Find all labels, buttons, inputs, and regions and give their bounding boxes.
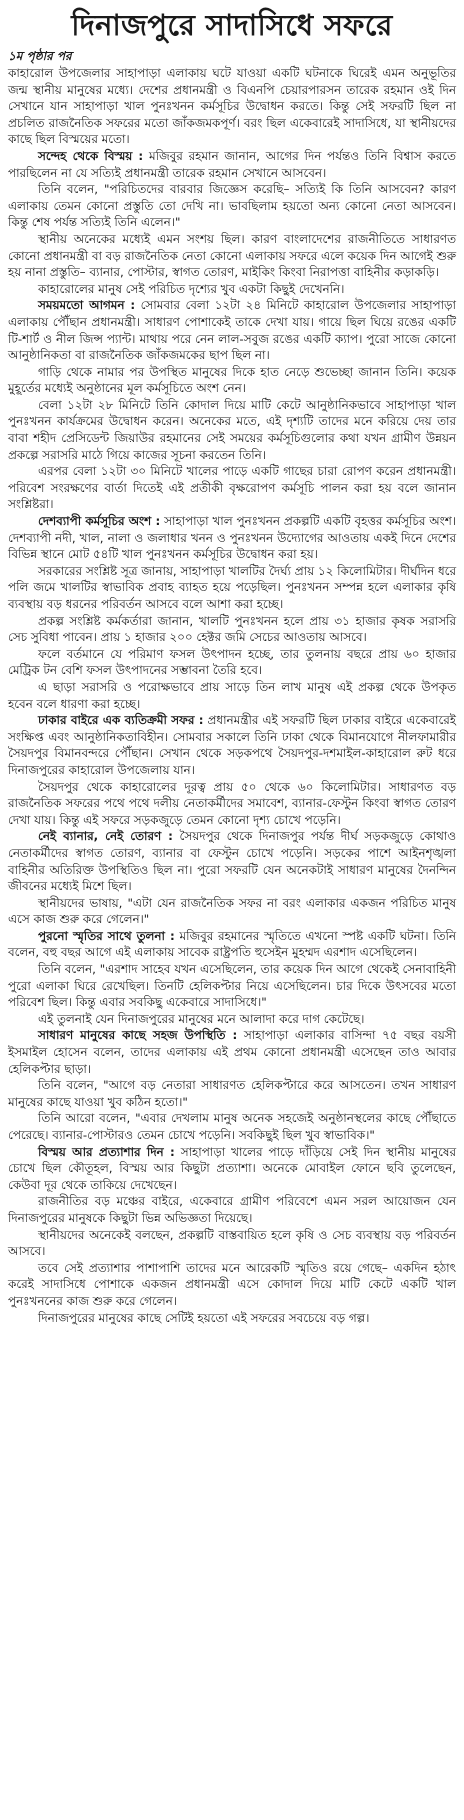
article-paragraph: [8, 513, 456, 563]
article-paragraph: [8, 1110, 456, 1143]
section-subhead: সাধারণ মানুষের কাছে সহজ উপস্থিতি :: [38, 1028, 238, 1043]
article-paragraph: [8, 895, 456, 928]
article-paragraph: [8, 1011, 456, 1028]
article-paragraph: [8, 1227, 456, 1260]
article-paragraph: [8, 961, 456, 1011]
paragraph-text: সাহাপাড়া খাল পুনঃখনন প্রকল্পটি একটি বৃহত্তর কর্মসূচির অংশ। দেশব্যাপী নদী, খাল, নালা ও জলাধার খনন ও পুনঃখনন উদ্যোগের আওতায় একই দিনে দেশের বিভিন্ন স্থানে মোট ৫৪টি খাল পুনঃখনন কর্মসূচির উদ্বোধন করা হয়।: [8, 514, 456, 562]
section-subhead: পুরনো স্মৃতির সাথে তুলনা :: [38, 928, 175, 943]
paragraph-text: বেলা ১২টা ২৮ মিনিটে তিনি কোদাল দিয়ে মাটি কেটে আনুষ্ঠানিকভাবে সাহাপাড়া খাল পুনঃখনন কার্যক্রমের উদ্বোধন করেন। অনেকের মতে, এই দৃশ্যটি তাদের মনে করিয়ে দেয় তার বাবা শহীদ প্রেসিডেন্ট জিয়াউর রহমানের সেই সময়ের কর্মসূচিগুলোর কথা যখন গ্রামীণ উন্নয়ন প্রকল্পে সরাসরি মাঠে গিয়ে কাজের সূচনা করতেন তিনি।: [8, 397, 456, 462]
paragraph-text: প্রধানমন্ত্রীর এই সফরটি ছিল ঢাকার বাইরে একেবারেই সংক্ষিপ্ত এবং আনুষ্ঠানিকতাবিহীন। সোমবার সকালে তিনি ঢাকা থেকে বিমানযোগে নীলফামারীর সৈয়দপুর বিমানবন্দরে পৌঁছান। সেখান থেকে সড়কপথে সৈয়দপুর-দশমাইল-কাহারোল রুট ধরে দিনাজপুরের কাহারোল উপজেলায় যান।: [8, 713, 456, 777]
section-subhead: ঢাকার বাইরে এক ব্যতিক্রমী সফর :: [38, 713, 204, 728]
article-paragraph: [8, 281, 456, 298]
article-paragraph: [8, 712, 456, 778]
paragraph-text: কাহারোল উপজেলার সাহাপাড়া এলাকায় ঘটে যাওয়া একটি ঘটনাকে ঘিরেই এমন অনুভূতির জন্ম স্থানীয় মানুষের মধ্যে। দেশের প্রধানমন্ত্রী ও বিএনপি চেয়ারপারসন তারেক রহমান ওই দিন সেখানে যান সাহাপাড়া খাল পুনঃখনন কর্মসূচির উদ্বোধন করতে। কিন্তু সেই সফরটি ছিল না প্রচলিত রাজনৈতিক সফরের মতো জাঁকজমকপূর্ণ। বরং ছিল একেবারেই সাদাসিধে, যা স্থানীয়দের কাছে ছিল বিস্ময়ের মতো।: [8, 66, 456, 147]
article-paragraph: [8, 148, 456, 181]
section-subhead: সময়মতো আগমন :: [38, 298, 136, 313]
article-paragraph: [8, 779, 456, 829]
article-paragraph: [8, 613, 456, 646]
paragraph-text: সোমবার বেলা ১২টা ২৪ মিনিটে কাহারোল উপজেলার সাহাপাড়া এলাকায় পৌঁছান প্রধানমন্ত্রী। সাধারণ পোশাকেই তাকে দেখা যায়। গায়ে ছিল ঘিয়ে রঙের একটি টি-শার্ট ও নীল জিন্স প্যান্ট। মাথায় পরে নেন লাল-সবুজ রঙের একটি ক্যাপ। পুরো সাজে কোনো আনুষ্ঠানিকতা বা রাজনৈতিক জাঁকজমকের ছাপ ছিল না।: [8, 298, 456, 363]
article-paragraph: [8, 1027, 456, 1077]
paragraph-text: গাড়ি থেকে নামার পর উপস্থিত মানুষের দিকে হাত নেড়ে শুভেচ্ছা জানান তিনি। কয়েক মুহূর্তের মধ্যেই অনুষ্ঠানের মূল কর্মসূচিতে অংশ নেন।: [8, 364, 456, 396]
continued-from-label: ১ম পৃষ্ঠার পর: [8, 49, 72, 63]
paragraph-text: সৈয়দপুর থেকে কাহারোলের দূরত্ব প্রায় ৫০ থেকে ৬০ কিলোমিটার। সাধারণত বড় রাজনৈতিক সফরের পথে পথে দলীয় নেতাকর্মীদের সমাবেশ, ব্যানার-ফেস্টুন কিংবা স্বাগত তোরণ দেখা যায়। কিন্তু এই সফরে সড়কজুড়ে তেমন কোনো দৃশ্য চোখে পড়েনি।: [8, 779, 456, 827]
article-paragraph: [8, 828, 456, 894]
paragraph-text: সাহাপাড়া এলাকার বাসিন্দা ৭৫ বছর বয়সী ইসমাইল হোসেন বলেন, তাদের এলাকায় এই প্রথম কোনো প্রধানমন্ত্রী এসেছেন তাও আবার হেলিকপ্টার ছাড়া।: [8, 1028, 456, 1076]
article-paragraph: [8, 397, 456, 463]
article-paragraph: [8, 297, 456, 363]
paragraph-text: সৈয়দপুর থেকে দিনাজপুর পর্যন্ত দীর্ঘ সড়কজুড়ে কোথাও নেতাকর্মীদের স্বাগত তোরণ, ব্যানার বা ফেস্টুন চোখে পড়েনি। সড়কের পাশে আইনশৃঙ্খলা বাহিনীর অতিরিক্ত উপস্থিতিও ছিল না। পুরো সফরটি যেন অনেকটাই সাধারণ মানুষের দৈনন্দিন জীবনের মধ্যেই মিশে ছিল।: [8, 829, 456, 894]
article-paragraph: [8, 65, 456, 148]
paragraph-text: এরপর বেলা ১২টা ৩০ মিনিটে খালের পাড়ে একটি গাছের চারা রোপণ করেন প্রধানমন্ত্রী। পরিবেশ সংরক্ষণের বার্তা দিতেই এই প্রতীকী বৃক্ষরোপণ কর্মসূচি পালন করা হয় বলে জানান সংশ্লিষ্টরা।: [8, 464, 456, 512]
article-paragraph: [8, 1193, 456, 1226]
paragraph-text: স্থানীয়দের অনেকেই বলছেন, প্রকল্পটি বাস্তবায়িত হলে কৃষি ও সেচ ব্যবস্থায় বড় পরিবর্তন আসবে।: [8, 1227, 456, 1259]
paragraph-text: মজিবুর রহমান জানান, আগের দিন পর্যন্তও তিনি বিশ্বাস করতে পারছিলেন না যে সত্যিই প্রধানমন্ত্রী তারেক রহমান সেখানে আসবেন।: [8, 148, 456, 180]
article-paragraph: [8, 181, 456, 231]
paragraph-text: তিনি বলেন, "আগে বড় নেতারা সাধারণত হেলিকপ্টারে করে আসতেন। তখন সাধারণ মানুষের কাছে যাওয়া খুব কঠিন হতো।": [8, 1078, 456, 1109]
article-paragraph: [8, 1077, 456, 1110]
paragraph-text: এ ছাড়া সরাসরি ও পরোক্ষভাবে প্রায় সাড়ে তিন লাখ মানুষ এই প্রকল্প থেকে উপকৃত হবেন বলে ধারণা করা হচ্ছে।: [8, 679, 456, 711]
section-subhead: দেশব্যাপী কর্মসূচির অংশ :: [38, 514, 161, 529]
section-subhead: নেই ব্যানার, নেই তোরণ :: [38, 829, 173, 844]
article-paragraph: [8, 364, 456, 397]
paragraph-text: দিনাজপুরের মানুষের কাছে সেটিই হয়তো এই সফরের সবচেয়ে বড় গল্প।: [38, 1310, 370, 1325]
paragraph-text: কাহারোলের মানুষ সেই পরিচিত দৃশ্যের খুব একটা কিছুই দেখেননি।: [38, 281, 345, 296]
article-paragraph: [8, 646, 456, 679]
headline: দিনাজপুরে সাদাসিধে সফরে: [71, 8, 393, 42]
article-paragraph: [8, 1260, 456, 1310]
paragraph-text: স্থানীয়দের ভাষায়, "এটা যেন রাজনৈতিক সফর না বরং এলাকার একজন পরিচিত মানুষ এসে কাজ শুরু করে গেলেন।": [8, 895, 456, 927]
article-paragraph: [8, 563, 456, 613]
paragraph-text: প্রকল্প সংশ্লিষ্ট কর্মকর্তারা জানান, খালটি পুনঃখনন হলে প্রায় ৩১ হাজার কৃষক সরাসরি সেচ সুবিধা পাবেন। প্রায় ১ হাজার ২০০ হেক্টর জমি সেচের আওতায় আসবে।: [8, 613, 456, 645]
paragraph-text: তিনি বলেন, "পরিচিতদের বারবার জিজ্ঞেস করেছি– সত্যিই কি তিনি আসবেন? কারণ এলাকায় তেমন কোনো প্রস্তুতি তো দেখি না। ভাবছিলাম হয়তো অন্য কোনো নেতা আসবেন। কিন্তু শেষ পর্যন্ত সত্যিই তিনি এলেন।": [8, 182, 456, 230]
paragraph-text: ফলে বর্তমানে যে পরিমাণ ফসল উৎপাদন হচ্ছে, তার তুলনায় বছরে প্রায় ৬০ হাজার মেট্রিক টন বেশি ফসল উৎপাদনের সম্ভাবনা তৈরি হবে।: [8, 646, 456, 678]
article-paragraph: [8, 679, 456, 712]
paragraph-text: রাজনীতির বড় মঞ্চের বাইরে, একেবারে গ্রামীণ পরিবেশে এমন সরল আয়োজন যেন দিনাজপুরের মানুষকে কিছুটা ভিন্ন অভিজ্ঞতা দিয়েছে।: [8, 1194, 456, 1225]
article-paragraph: [8, 231, 456, 281]
article-paragraph: [8, 463, 456, 513]
paragraph-text: তিনি আরো বলেন, "এবার দেখলাম মানুষ অনেক সহজেই অনুষ্ঠানস্থলের কাছে পৌঁছাতে পেরেছে। ব্যানার-পোস্টারও তেমন চোখে পড়েনি। সবকিছুই ছিল খুব স্বাভাবিক।": [8, 1111, 456, 1142]
section-subhead: সন্দেহ থেকে বিস্ময় :: [38, 148, 144, 163]
paragraph-text: তবে সেই প্রত্যাশার পাশাপাশি তাদের মনে আরেকটি স্মৃতিও রয়ে গেছে– একদিন হঠাৎ করেই সাদাসিধে পোশাকে একজন প্রধানমন্ত্রী এসে কোদাল দিয়ে মাটি কেটে একটি খাল পুনঃখননের কাজ শুরু করে গেলেন।: [8, 1260, 456, 1308]
paragraph-text: স্থানীয় অনেকের মধ্যেই এমন সংশয় ছিল। কারণ বাংলাদেশের রাজনীতিতে সাধারণত কোনো প্রধানমন্ত্রী বা বড় রাজনৈতিক নেতা কোনো এলাকায় সফরে এলে কয়েক দিন আগেই শুরু হয় নানা প্রস্তুতি– ব্যানার, পোস্টার, স্বাগত তোরণ, মাইকিং কিংবা নিরাপত্তা বাহিনীর কড়াকড়ি।: [8, 231, 456, 280]
paragraph-text: সরকারের সংশ্লিষ্ট সূত্র জানায়, সাহাপাড়া খালটির দৈর্ঘ্য প্রায় ১২ কিলোমিটার। দীর্ঘদিন ধরে পলি জমে খালটির স্বাভাবিক প্রবাহ ব্যাহত হয়ে পড়েছিল। পুনঃখনন সম্পন্ন হলে এলাকার কৃষি ব্যবস্থায় বড় ধরনের পরিবর্তন আসবে বলে আশা করা হচ্ছে।: [8, 563, 456, 611]
section-subhead: বিস্ময় আর প্রত্যাশার দিন :: [38, 1144, 175, 1159]
paragraph-text: সাহাপাড়া খালের পাড়ে দাঁড়িয়ে সেই দিন স্থানীয় মানুষের চোখে ছিল কৌতূহল, বিস্ময় আর কিছুটা প্রত্যাশা। অনেকে মোবাইল ফোনে ছবি তুলেছেন, কেউবা দূর থেকে তাকিয়ে দেখেছেন।: [8, 1144, 456, 1192]
article-paragraph: [8, 928, 456, 961]
article-paragraph: [8, 1310, 456, 1327]
article-paragraph: [8, 1144, 456, 1194]
paragraph-text: এই তুলনাই যেন দিনাজপুরের মানুষের মনে আলাদা করে দাগ কেটেছে।: [38, 1011, 365, 1026]
paragraph-text: তিনি বলেন, "এরশাদ সাহেব যখন এসেছিলেন, তার কয়েক দিন আগে থেকেই সেনাবাহিনী পুরো এলাকা ঘিরে রেখেছিল। তিনটি হেলিকপ্টার নিয়ে এসেছিলেন। চার দিকে উৎসবের মতো পরিবেশ ছিল। কিন্তু এবার সবকিছু একেবারে সাদাসিধে।": [8, 962, 456, 1010]
paragraph-text: মজিবুর রহমানের স্মৃতিতে এখনো স্পষ্ট একটি ঘটনা। তিনি বলেন, বহু বছর আগে এই এলাকায় সাবেক রাষ্ট্রপতি হুসেইন মুহম্মদ এরশাদ এসেছিলেন।: [8, 928, 457, 960]
article-body: [8, 65, 456, 1326]
